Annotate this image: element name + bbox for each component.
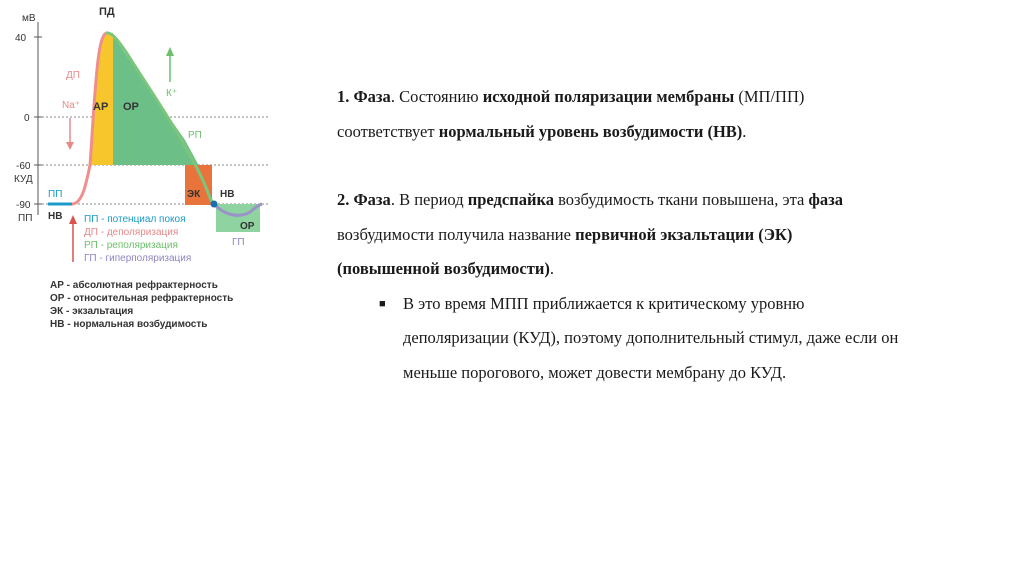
text-run: (повышенной возбудимости) <box>337 259 550 278</box>
tick-minus-90: -90 <box>16 200 31 211</box>
tick-pp: ПП <box>18 213 33 224</box>
text-run: возбудимость ткани повышена, эта <box>553 190 809 209</box>
phase-1-heading: 1. Фаза <box>337 87 391 106</box>
na-arrow-icon <box>66 142 74 150</box>
legend-item: ПП - потенциал покоя <box>84 214 186 225</box>
legend-item: ДП - деполяризация <box>84 227 179 238</box>
bullet-item <box>337 287 997 391</box>
stimulus-arrow-icon <box>69 215 77 224</box>
text-run: фаза <box>808 190 843 209</box>
label-or: ОР <box>123 101 139 113</box>
legend-item: ОР - относительная рефрактерность <box>50 293 234 304</box>
phase-2-heading: 2. Фаза <box>337 190 391 209</box>
label-k: К⁺ <box>166 88 178 99</box>
label-ek: ЭК <box>187 189 201 200</box>
legend-item: АР - абсолютная рефрактерность <box>50 280 218 291</box>
text-run: (МП/ПП) <box>734 87 805 106</box>
tick-kud: КУД <box>14 174 33 185</box>
phase-1-line-1 <box>337 80 997 115</box>
text-run: возбудимости получила название <box>337 224 576 244</box>
label-ar: АР <box>93 101 109 113</box>
label-rp: РП <box>188 130 202 141</box>
phase-2-line-2 <box>337 218 997 253</box>
text-run: соответствует <box>337 121 439 141</box>
label-pp: ПП <box>48 189 63 200</box>
label-na: Na⁺ <box>62 100 81 111</box>
text-run: . <box>742 121 747 141</box>
label-gp: ГП <box>232 237 245 248</box>
unit-label: мВ <box>22 13 36 24</box>
k-arrow-icon <box>166 47 174 56</box>
text-run: исходной поляризации мембраны <box>482 87 735 106</box>
text-run: первичной экзальтации (ЭК) <box>575 224 793 244</box>
text-run: . В период <box>390 190 468 209</box>
threshold-point <box>211 201 218 208</box>
label-nv: НВ <box>220 189 235 200</box>
phase-2-line-3 <box>337 252 997 287</box>
legend-excitability <box>50 279 233 330</box>
legend-item: НВ - нормальная возбудимость <box>50 319 208 330</box>
legend-phases <box>84 214 191 264</box>
legend-item: ГП - гиперполяризация <box>84 253 192 264</box>
label-dp: ДП <box>66 70 80 81</box>
action-potential-diagram <box>0 0 320 340</box>
legend-item: РП - реполяризация <box>84 240 178 251</box>
text-run: . <box>549 259 554 278</box>
phase-2-line-1 <box>337 183 997 218</box>
legend-item: ЭК - экзальтация <box>50 306 134 317</box>
text-run: предспайка <box>467 190 554 209</box>
label-nv-left: НВ <box>48 211 63 222</box>
pd-label: ПД <box>99 6 115 18</box>
bullet-square-icon: ■ <box>379 297 386 310</box>
phase-1-line-2 <box>337 115 997 150</box>
bullet-line-2: деполяризации (КУД), поэтому дополнительный стимул, даже если он <box>403 328 899 347</box>
tick-minus-60: -60 <box>16 161 31 172</box>
bullet-line-3: меньше порогового, может довести мембрану до КУД. <box>403 362 787 382</box>
label-or-late: ОР <box>240 221 255 232</box>
tick-40: 40 <box>15 33 27 44</box>
slide-text <box>337 80 997 390</box>
text-run: . Состоянию <box>390 87 483 106</box>
bullet-line-1: В это время МПП приближается к критическому уровню <box>403 293 805 313</box>
tick-0: 0 <box>24 113 30 124</box>
text-run: нормальный уровень возбудимости (НВ) <box>438 121 743 141</box>
